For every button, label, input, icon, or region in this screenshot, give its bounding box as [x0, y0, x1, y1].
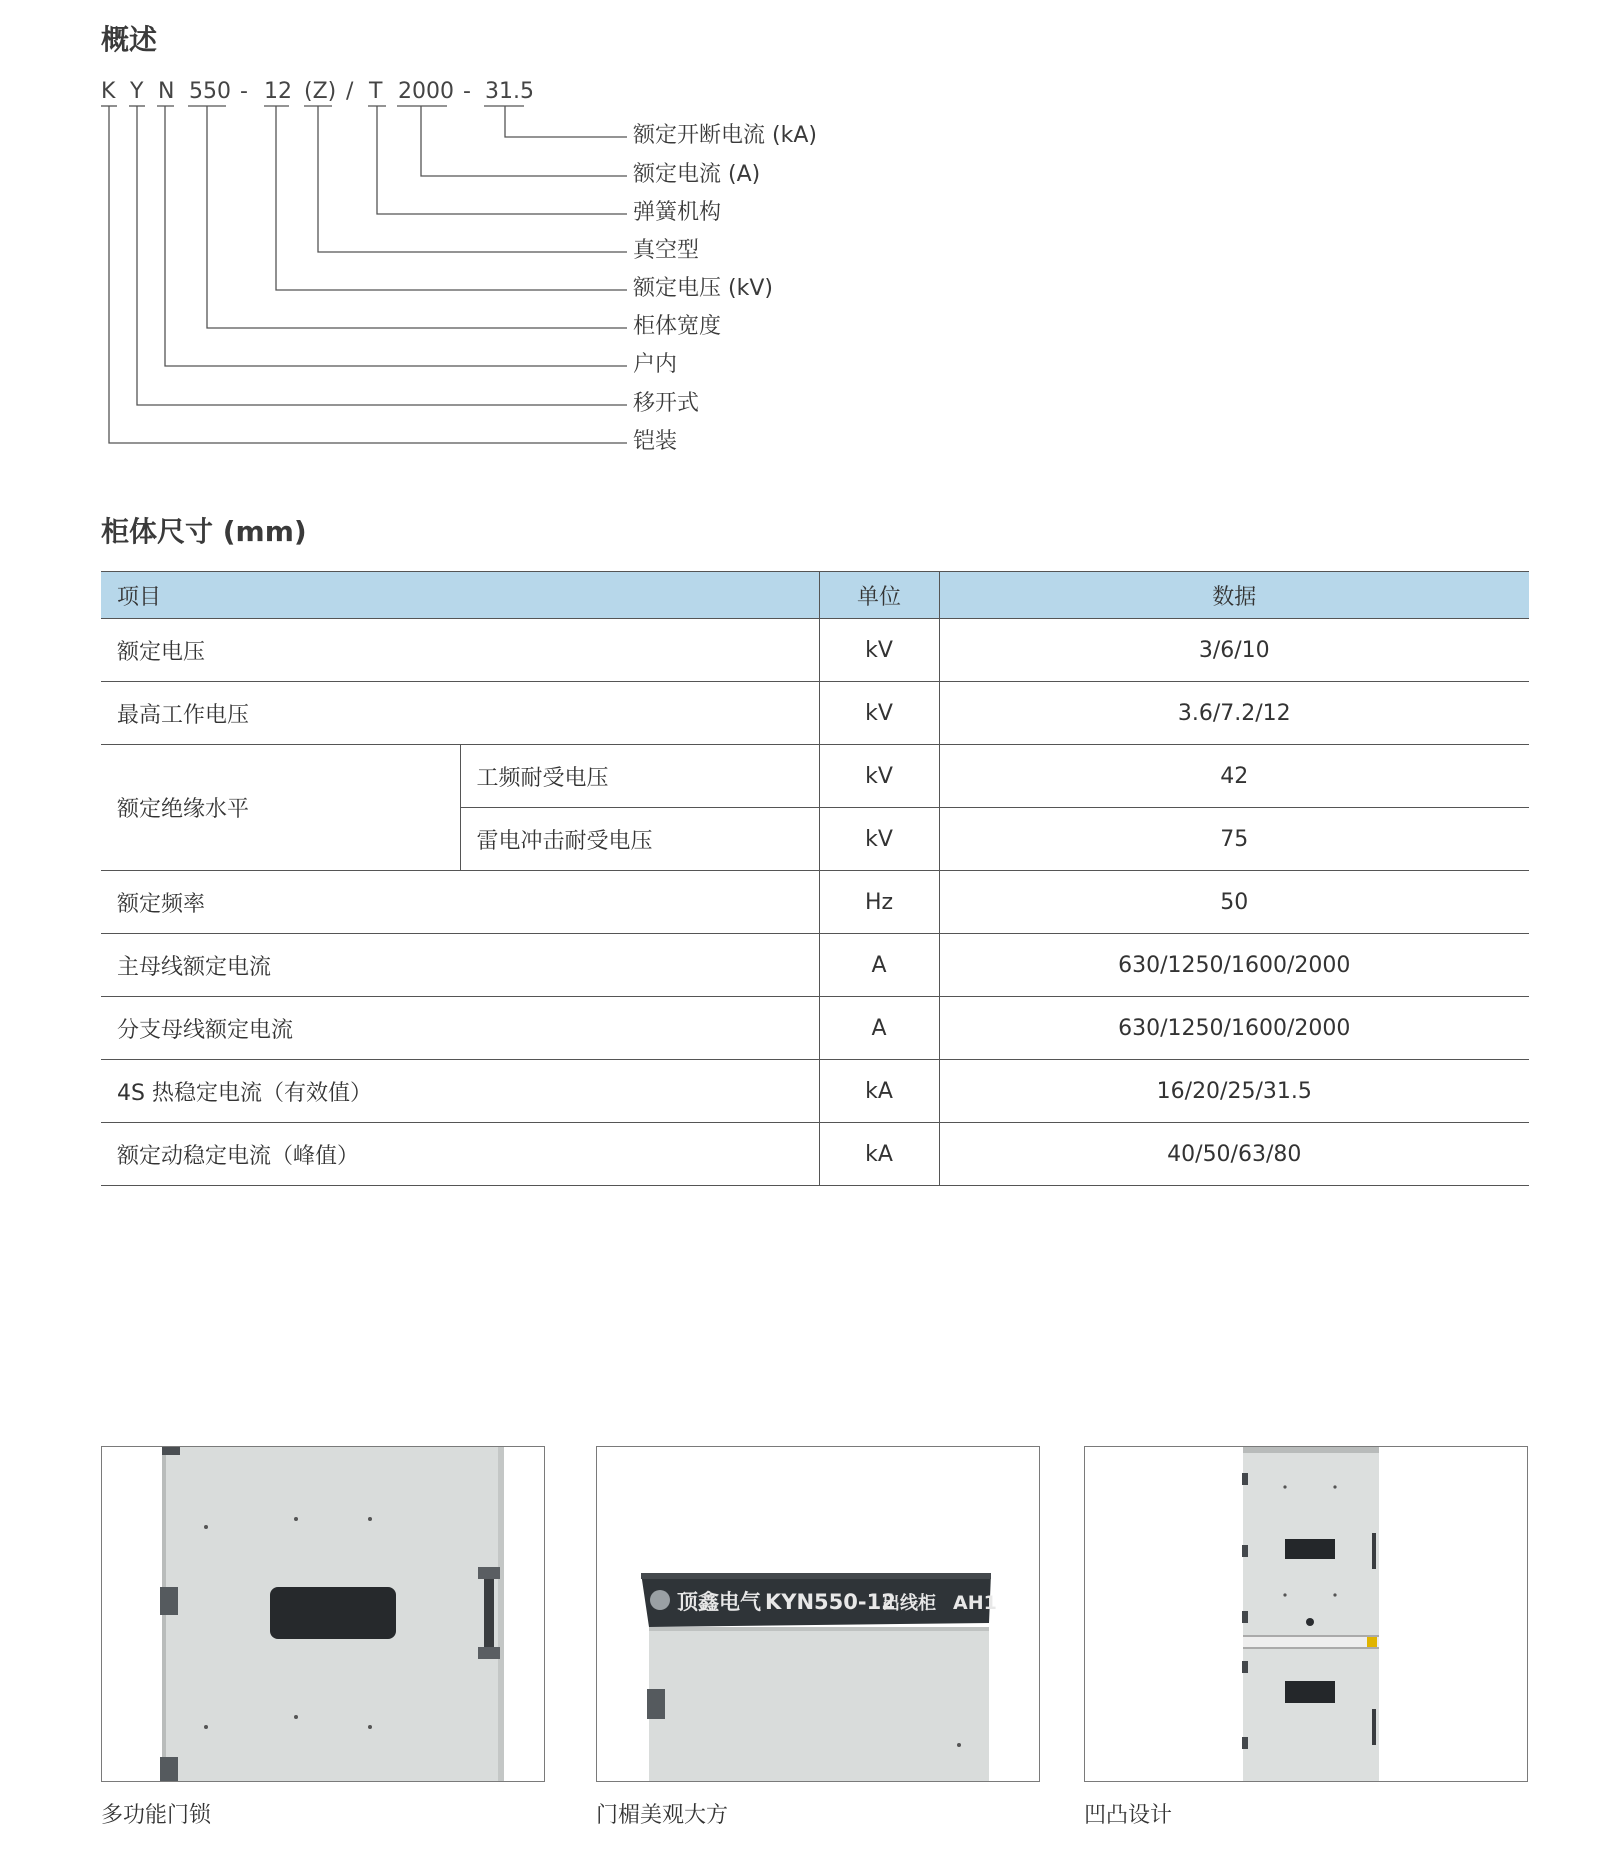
photo-card-concave-convex [1084, 1446, 1528, 1829]
door-handle [484, 1569, 494, 1657]
model-code-parts [101, 79, 534, 104]
legend-withdrawable: 移开式 [633, 391, 700, 416]
lintel-illustration [597, 1447, 1039, 1781]
table-row [101, 745, 1529, 808]
leader-lines [109, 106, 627, 443]
photo-concave-convex [1084, 1446, 1528, 1782]
legend-indoor: 户内 [633, 352, 678, 377]
table-row [101, 619, 1529, 682]
row-data: 3.6/7.2/12 [939, 682, 1529, 745]
code-part-slash: / [346, 79, 354, 104]
legend-spring-mechanism: 弹簧机构 [633, 200, 722, 225]
photo-card-lintel [596, 1446, 1040, 1829]
code-part-voltage: 12 [264, 79, 292, 104]
code-part-k: K [101, 79, 116, 104]
legend-armored: 铠装 [633, 429, 678, 454]
legend-vacuum-type: 真空型 [633, 238, 700, 263]
table-row [101, 1060, 1529, 1123]
photo-caption: 多功能门锁 [101, 1803, 212, 1828]
photo-caption: 凹凸设计 [1084, 1803, 1173, 1828]
legend-breaking-current: 额定开断电流 (kA) [633, 123, 817, 148]
code-part-dash1: - [240, 79, 248, 104]
photo-door-lock [101, 1446, 545, 1782]
table-row [101, 682, 1529, 745]
row-unit: A [819, 997, 939, 1060]
row-data: 16/20/25/31.5 [939, 1060, 1529, 1123]
nameplate-code: AH1 [953, 1592, 997, 1614]
row-item: 最高工作电压 [101, 682, 819, 745]
row-item: 额定频率 [101, 871, 819, 934]
code-part-breaking: 31.5 [485, 79, 534, 104]
table-row [101, 934, 1529, 997]
header-item: 项目 [101, 572, 819, 619]
door-window [270, 1587, 396, 1639]
nameplate-type: 出线柜 [882, 1593, 936, 1614]
spec-table [101, 571, 1529, 1186]
code-part-current: 2000 [398, 79, 454, 104]
row-item: 4S 热稳定电流（有效值） [101, 1060, 819, 1123]
row-data: 40/50/63/80 [939, 1123, 1529, 1186]
table-header-row [101, 572, 1529, 619]
code-part-width: 550 [189, 79, 231, 104]
row-item: 主母线额定电流 [101, 934, 819, 997]
legend-rated-current: 额定电流 (A) [633, 162, 761, 187]
table-row [101, 871, 1529, 934]
code-part-n: N [158, 79, 175, 104]
row-unit: kV [819, 745, 939, 808]
section-title-overview: 概述 [101, 23, 158, 56]
table-row [101, 997, 1529, 1060]
legend-rated-voltage: 额定电压 (kV) [633, 276, 773, 301]
row-unit: Hz [819, 871, 939, 934]
row-subitem: 工频耐受电压 [460, 745, 819, 808]
row-unit: kV [819, 619, 939, 682]
photo-card-door-lock [101, 1446, 545, 1829]
table-row [101, 1123, 1529, 1186]
row-unit: kV [819, 808, 939, 871]
code-part-t: T [369, 79, 383, 104]
header-unit: 单位 [819, 572, 939, 619]
photo-lintel [596, 1446, 1040, 1782]
door-lock-illustration [102, 1447, 544, 1781]
row-data: 50 [939, 871, 1529, 934]
row-data: 42 [939, 745, 1529, 808]
row-unit: A [819, 934, 939, 997]
row-data: 3/6/10 [939, 619, 1529, 682]
row-item-insulation: 额定绝缘水平 [101, 745, 460, 871]
row-data: 630/1250/1600/2000 [939, 934, 1529, 997]
row-item: 额定动稳定电流（峰值） [101, 1123, 819, 1186]
row-data: 75 [939, 808, 1529, 871]
code-part-vacuum: (Z) [304, 79, 337, 104]
photo-caption: 门楣美观大方 [596, 1803, 729, 1828]
model-code-legend [633, 123, 817, 454]
header-data: 数据 [939, 572, 1529, 619]
row-subitem: 雷电冲击耐受电压 [460, 808, 819, 871]
cabinet-illustration [1085, 1447, 1527, 1781]
nameplate-model: KYN550-12 [765, 1590, 896, 1614]
model-code-diagram [0, 0, 900, 470]
code-part-y: Y [130, 79, 144, 104]
row-unit: kA [819, 1123, 939, 1186]
code-part-dash2: - [463, 79, 471, 104]
row-item: 分支母线额定电流 [101, 997, 819, 1060]
nameplate-brand: 顶鑫电气 [677, 1590, 761, 1614]
row-unit: kA [819, 1060, 939, 1123]
legend-cabinet-width: 柜体宽度 [633, 314, 722, 339]
row-unit: kV [819, 682, 939, 745]
row-data: 630/1250/1600/2000 [939, 997, 1529, 1060]
section-title-dimensions: 柜体尺寸 (mm) [101, 515, 307, 548]
row-item: 额定电压 [101, 619, 819, 682]
